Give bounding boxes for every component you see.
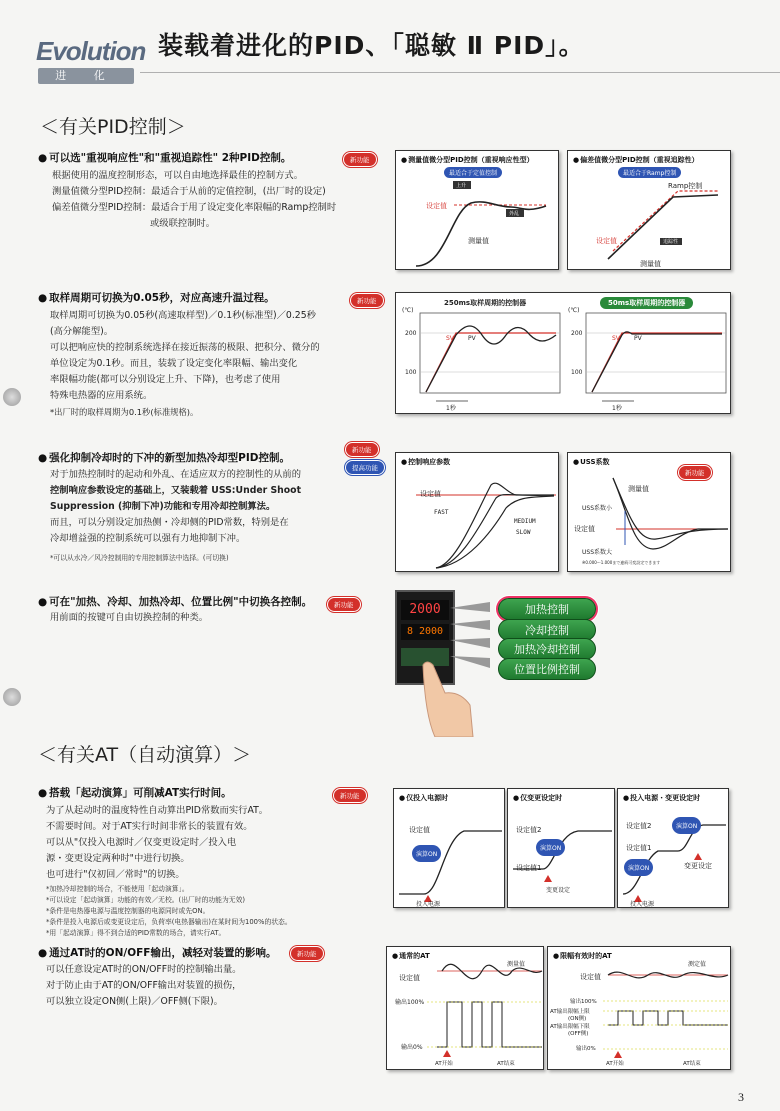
at-setting-change-diagram: ● 仅变更设定时 设定值2 演算ON 设定值1 变更设定 <box>507 788 615 908</box>
control-response-diagram: ● 控制响应参数 设定值 FAST MEDIUM SLOW <box>395 452 559 572</box>
pid-item4-body: 用前面的按键可自由切换控制的种类。 <box>50 612 209 623</box>
page-number: 3 <box>738 1090 744 1104</box>
pointing-hand-icon <box>415 655 475 737</box>
pid-item1-body: 根据使用的温度控制形态，可以自由地选择最佳的控制方式。 测量值微分型PID控制：最适合于从前的定值控制，(出厂时的设定) 偏差值微分型PID控制：最适合于用了设定变化率限幅的Ramp控制时 或级联控制时。 <box>52 170 337 229</box>
pid-item3-note: *可以从水冷／风冷控制用的专用控制算法中选择。(可切换) <box>50 554 229 562</box>
pid-item2-bullet: ● 取样周期可切换为0.05秒，对应高速升温过程。 <box>38 290 275 306</box>
evolution-sub-label: 进 化 <box>38 68 134 84</box>
uss-coefficient-diagram: ● USS系数 新功能 测量值 USS系数小 设定值 USS系数大 ※0.000～1.000まで連続可変設定できます <box>567 452 731 572</box>
at-power-on-diagram: ● 仅投入电源时 设定值 演算ON 投入电源 <box>393 788 505 908</box>
device-display-bottom: 8 2000 <box>401 624 449 640</box>
new-feature-badge: 新功能 <box>333 788 367 803</box>
pid-item2-body: 取样周期可切换为0.05秒(高速取样型)／0.1秒(标准型)／0.25秒 (高分解能型)。 可以把响应快的控制系统选择在接近振荡的极限、把积分、微分的 单位设定为0.1秒。而且，装载了设定变化率限幅、输出变化 率限幅功能(都可以分别设定上升、下降)，也考虑了使用 特殊电热器的应用系统。 *出厂时的取样周期为0.1秒(标准规格)。 <box>50 310 320 417</box>
improved-feature-badge: 提高功能 <box>345 460 385 475</box>
pid-dv-diagram: ● 偏差值微分型PID控制（重视追踪性） 最适合于Ramp控制 Ramp控制 设定值 追踪性 测量值 <box>567 150 731 270</box>
at-both-diagram: ● 投入电源・变更设定时 设定值2 演算ON 设定值1 演算ON 变更设定 投入电源 <box>617 788 729 908</box>
device-display-top: 2000 <box>401 600 449 620</box>
heating-cooling-control-button[interactable]: 加热冷却控制 <box>498 638 596 660</box>
evolution-logo: Evolution <box>36 36 146 66</box>
pid-mv-diagram: ● 测量值微分型PID控制（重视响应性型） 最适合于定值控制 上升 外乱 设定值 测量值 <box>395 150 559 270</box>
limited-at-diagram: ● 限幅有效时的AT 测定值 设定值 输出100% AT输出限幅上限 (ON侧) AT输出限幅下限 (OFF侧) 输出0% AT开始 AT结束 <box>547 946 731 1070</box>
new-feature-badge: 新功能 <box>345 442 379 457</box>
position-proportional-control-button[interactable]: 位置比例控制 <box>498 658 596 680</box>
pid-item1-bullet: ● 可以选"重视响应性"和"重视追踪性" 2种PID控制。 <box>38 150 291 166</box>
pid-section-heading: ＜有关PID控制＞ <box>40 116 186 138</box>
normal-at-diagram: ● 通常的AT 测量值 设定值 输出100% 输出0% AT开始 AT结束 <box>386 946 544 1070</box>
cooling-control-button[interactable]: 冷却控制 <box>498 619 596 641</box>
new-feature-badge: 新功能 <box>290 946 324 961</box>
side-tab-marker <box>3 688 21 706</box>
at-item1-bullet: ● 搭载「起动演算」可削减AT实行时间。 <box>38 785 232 801</box>
at-item2-bullet: ● 通过AT时的ON/OFF输出，减轻对装置的影响。 <box>38 945 276 961</box>
at-item1-body: 为了从起动时的温度特性自动算出PID常数而实行AT。 不需要时间。对于AT实行时间非常长的装置有效。 可以从"仅投入电源时／仅变更设定时／投入电 源・变更设定两种时"中进行切换。 也可进行"仅初回／常时"的切换。 <box>46 805 269 880</box>
new-feature-badge: 新功能 <box>343 152 377 167</box>
pid-item3-bullet: ● 强化抑制冷却时的下冲的新型加热冷却型PID控制。 <box>38 450 290 466</box>
sampling-period-chart: 250ms取样周期的控制器 50ms取样周期的控制器 (℃) (℃) 200 100 200 100 SV PV SV PV 1秒 1秒 <box>395 292 731 414</box>
page-title: 装载着进化的PID、「聪敏 Ⅱ PID」。 <box>158 31 585 60</box>
at-section-heading: ＜有关AT（自动演算）＞ <box>38 744 252 766</box>
new-feature-badge: 新功能 <box>327 597 361 612</box>
title-divider <box>140 72 780 73</box>
heating-control-button[interactable]: 加热控制 <box>498 598 596 620</box>
at-item1-notes: *加热冷却控制的场合，不能使用「起动演算」。 *可以设定「起动演算」功能的有效／无校。(出厂时的功能为无效) *条件是电热器电源与温度控制器的电源同时或先ON。 *条件是投入电源后或变更设定后，负荷率(电热器输出)在某时间为100%的状态。 *用「起动演算」得不到合适的PID常数的场合，请实行AT。 <box>46 885 292 937</box>
at-item2-body: 可以任意设定AT时的ON/OFF时的控制输出量。 对于防止由于AT的ON/OFF输出对装置的损伤， 可以独立设定ON侧(上限)／OFF侧(下限)。 <box>46 964 242 1007</box>
new-feature-badge: 新功能 <box>350 293 384 308</box>
pid-item3-body: 对于加热控制时的起动和外乱、在适应双方的控制性的从前的 控制响应参数设定的基础上，又装载着 USS:Under Shoot Suppression (抑制下冲)功能和专用冷却控制算法。 而且，可以分别设定加热侧・冷却侧的PID常数，特别是在 冷却增益强的控制系统可以强有力地抑制下冲。 <box>50 469 302 544</box>
side-tab-marker <box>3 388 21 406</box>
pid-item4-bullet: ● 可在"加热、冷却、加热冷却、位置比例"中切换各控制。 <box>38 594 312 610</box>
